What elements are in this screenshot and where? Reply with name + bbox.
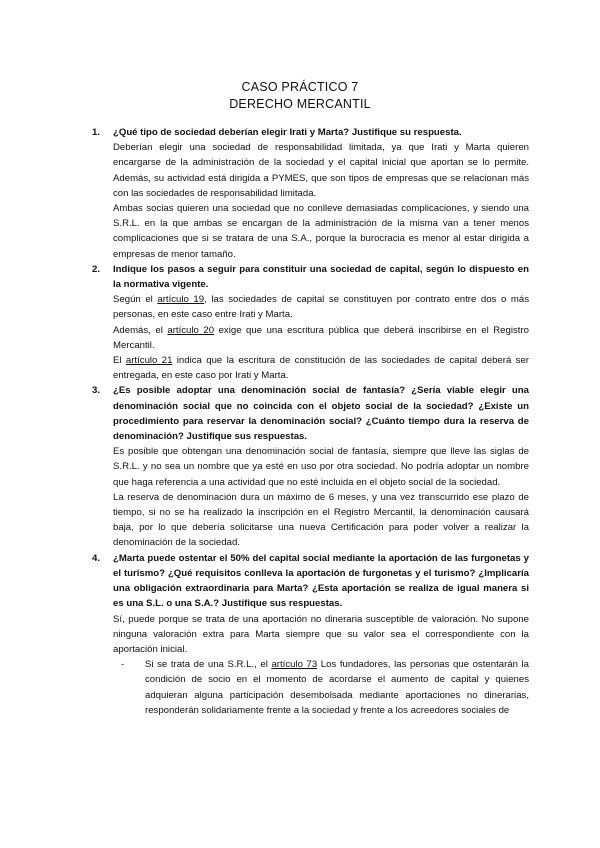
- article-link[interactable]: artículo 19: [157, 294, 205, 306]
- question-number: 4.: [92, 552, 101, 564]
- document-title: CASO PRÁCTICO 7: [241, 80, 359, 94]
- answer-paragraph: Ambas socias quieren una sociedad que no conlleve demasiadas complicaciones, y siendo una S.R.L. en la que ambas se encargan de la administración de la misma van a tener menos complicaciones que si se tratara de una S.A., porque la burocracia es menor al estar dirigida a empresas de menor tamaño.: [113, 203, 529, 260]
- bullet-item: [121, 657, 529, 718]
- question-3: [92, 383, 529, 550]
- question-2: [92, 262, 529, 384]
- question-text: ¿Es posible adoptar una denominación social de fantasía? ¿Sería viable elegir una denominación social que no coincida con el objeto social de la sociedad? ¿Existe un procedimiento para reservar la denominación social? ¿Cuánto tiempo dura la reserva de denominación? Justifique sus respuestas.: [113, 385, 529, 443]
- question-number: 3.: [92, 385, 101, 397]
- answer-paragraph: Sí, puede porque se trata de una aportación no dineraria susceptible de valoración. No supone ninguna valoración extra para Marta siempre que su valor sea el correspondiente con la aportación inicial.: [113, 613, 529, 655]
- question-text: ¿Qué tipo de sociedad deberían elegir Irati y Marta? Justifique su respuesta.: [113, 127, 462, 138]
- bullet-text: Si se trata de una S.R.L., el artículo 73 Los fundadores, las personas que ostentarán la condición de socio en el momento de acordarse el aumento de capital y quienes adquieran alguna participación desembolsada mediante aportaciones no dinerarias, responderán solidariamente frente a la sociedad y frente a los acreedores sociales de: [145, 659, 529, 716]
- answer-paragraph: La reserva de denominación dura un máximo de 6 meses, y una vez transcurrido ese plazo de tiempo, si no se ha realizado la inscripción en el Registro Mercantil, la denominación causará baja, por lo que debería solicitarse una nueva Certificación para poder volver a realizar la denominación de la sociedad.: [113, 491, 529, 549]
- article-link[interactable]: artículo 73: [271, 659, 318, 671]
- answer-paragraph: Además, el artículo 20 exige que una escritura pública que deberá inscribirse en el Registro Mercantil.: [113, 324, 529, 351]
- answer-paragraph: El artículo 21 indica que la escritura de constitución de las sociedades de capital deberá ser entregada, en este caso por Irati y Marta.: [113, 355, 529, 382]
- question-number: 2.: [92, 263, 101, 275]
- article-link[interactable]: artículo 20: [167, 324, 215, 336]
- answer-paragraph: Según el artículo 19, las sociedades de capital se constituyen por contrato entre dos o más personas, en este caso entre Irati y Marta.: [113, 294, 529, 321]
- answer-paragraph: Es posible que obtengan una denominación social de fantasía, siempre que lleve las siglas de S.R.L. y no sea un nombre que ya esté en uso por otra sociedad. No podría adoptar un nombre que haga referencia a una actividad que no esté incluida en el objeto social de la sociedad.: [113, 446, 529, 488]
- bullet-dash: -: [121, 659, 125, 671]
- article-link[interactable]: artículo 21: [125, 355, 173, 367]
- answer-paragraph: Deberían elegir una sociedad de responsabilidad limitada, ya que Irati y Marta quieren encargarse de la administración de la sociedad y el capital inicial que aportan se lo permite. Además, su actividad está dirigida a PYMES, que son tipos de empresas que se relacionan más con las sociedades de responsabilidad limitada.: [113, 142, 529, 199]
- question-number: 1.: [92, 127, 101, 138]
- question-text: Indique los pasos a seguir para constituir una sociedad de capital, según lo dispuesto en la normativa vigente.: [113, 263, 529, 291]
- document-subtitle: DERECHO MERCANTIL: [229, 97, 371, 111]
- question-4: [92, 551, 529, 718]
- question-1: [92, 125, 529, 262]
- question-text: ¿Marta puede ostentar el 50% del capital social mediante la aportación de las furgonetas y el turismo? ¿Qué requisitos conlleva la aportación de furgonetas y el turismo? ¿Implicaría una obligación extraordinaria para Marta? ¿Esta aportación se realiza de igual manera si es una S.L. o una S.A.? Justifique sus respuestas.: [113, 552, 529, 610]
- document-body: [92, 125, 529, 718]
